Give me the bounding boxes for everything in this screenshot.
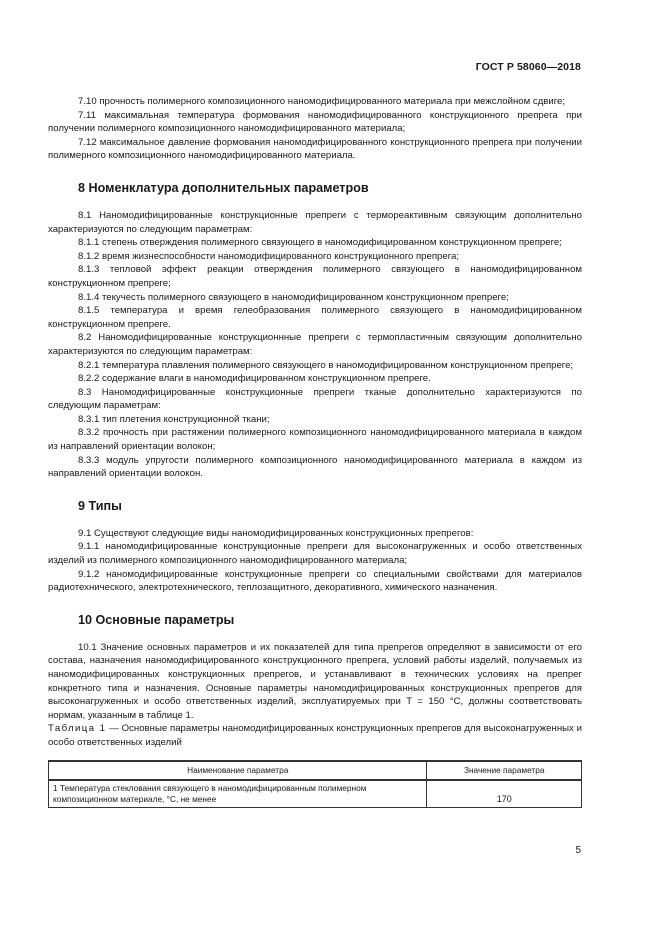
paragraph: 8.3.1 тип плетения конструкционной ткани; — [78, 413, 270, 425]
table-header-row — [49, 761, 582, 780]
paragraph: 8.2.2 содержание влаги в наномодифицированном конструкционном препреге. — [78, 373, 431, 385]
paragraph: 9.1.2 наномодифицированные конструкционные препреги со специальными свойствами для материалов радиотехнического, электротехнического, теплозащитного, декоративного, химического назначения. — [48, 568, 582, 594]
document-body — [48, 95, 582, 808]
paragraph: 9.1.1 наномодифицированные конструкционные препреги для высоконагруженных и особо ответственных изделий из полимерного композиционного наномодифицированного материала; — [48, 541, 582, 567]
paragraph: 9.1 Существуют следующие виды наномодифицированных конструкционных препрегов: — [78, 527, 474, 539]
table-cell-parameter-name: 1 Температура стеклования связующего в наномодифицированным полимерном композиционном материале, °С, не менее — [49, 780, 427, 808]
paragraph: 10.1 Значение основных параметров и их показателей для типа препрегов определяют в зависимости от его состава, назначения наномодифицированного конструкционного препрега, условий работы изделий, получаемых из наномодифицированных конструкционных препрегов, и устанавливают в технических условиях на препрег конкретного типа и назначения. Основные параметры наномодифицированных конструкционных препрегов для высоконагруженных и особо ответственных изделий, эксплуатируемых при T = 150 °C, должны соответствовать нормам, указанным в таблице 1. — [48, 641, 582, 721]
paragraph: 8.3.3 модуль упругости полимерного композиционного наномодифицированного материала в каждом из направлений ориентации волокон. — [48, 454, 582, 480]
table-caption — [48, 722, 582, 749]
paragraph: 8.2 Наномодифицированные конструкционнные препреги с термопластичным связующим дополнительно характеризуются по следующим параметрам: — [48, 332, 582, 357]
paragraph: 8.1.1 степень отверждения полимерного связующего в наномодифицированном конструкционном препреге; — [78, 237, 562, 249]
table-caption-label: Таблица 1 — [48, 723, 107, 735]
paragraph: 7.12 максимальное давление формования наномодифицированного конструкционного препрега при получении полимерного композиционного наномодифицированного материала. — [48, 136, 582, 162]
paragraph: 8.3.2 прочность при растяжении полимерного композиционного наномодифицированного материала в каждом из направлений ориентации волокон; — [48, 427, 582, 453]
table-row — [49, 780, 582, 808]
table-caption-text: — Основные параметры наномодифицированных конструкционных препрегов для высоконагруженных и особо ответственных изделий — [48, 723, 582, 748]
paragraph: 8.1.3 тепловой эффект реакции отверждения полимерного связующего в наномодифицированном конструкционном препреге; — [48, 264, 582, 289]
section-heading: 8 Номенклатура дополнительных параметров — [78, 180, 369, 195]
paragraph: 7.11 максимальная температура формования наномодифицированного конструкционного препрега при получении полимерного композиционного наномодифицированного материала; — [48, 109, 582, 135]
parameters-table — [48, 760, 582, 808]
paragraph: 7.10 прочность полимерного композиционного наномодифицированного материала при межслойном сдвиге; — [78, 96, 566, 107]
page-number: 5 — [575, 845, 581, 856]
paragraph: 8.1.5 температура и время гелеобразования полимерного связующего в наномодифицированном конструкционном препреге. — [48, 305, 582, 330]
document-header: ГОСТ Р 58060—2018 — [475, 61, 581, 73]
paragraph: 8.3 Наномодифицированные конструкционные препреги тканые дополнительно характеризуются по следующим параметрам: — [48, 386, 582, 412]
column-header-parameter-value: Значение параметра — [427, 761, 582, 780]
paragraph: 8.2.1 температура плавления полимерного связующего в наномодифицированном конструкционном препреге; — [78, 359, 574, 371]
column-header-parameter-name: Наименование параметра — [49, 761, 427, 780]
paragraph: 8.1 Наномодифицированные конструкционные препреги с термореактивным связующим дополнительно характеризуются по следующим параметрам: — [48, 209, 582, 235]
section-heading: 9 Типы — [78, 498, 122, 513]
paragraph: 8.1.2 время жизнеспособности наномодифицированного конструкционного препрега; — [78, 250, 459, 262]
paragraph: 8.1.4 текучесть полимерного связующего в наномодифицированном конструкционном препреге; — [78, 291, 509, 303]
sections-container — [48, 95, 582, 722]
table-cell-parameter-value: 170 — [427, 780, 582, 808]
section-heading: 10 Основные параметры — [78, 612, 235, 627]
